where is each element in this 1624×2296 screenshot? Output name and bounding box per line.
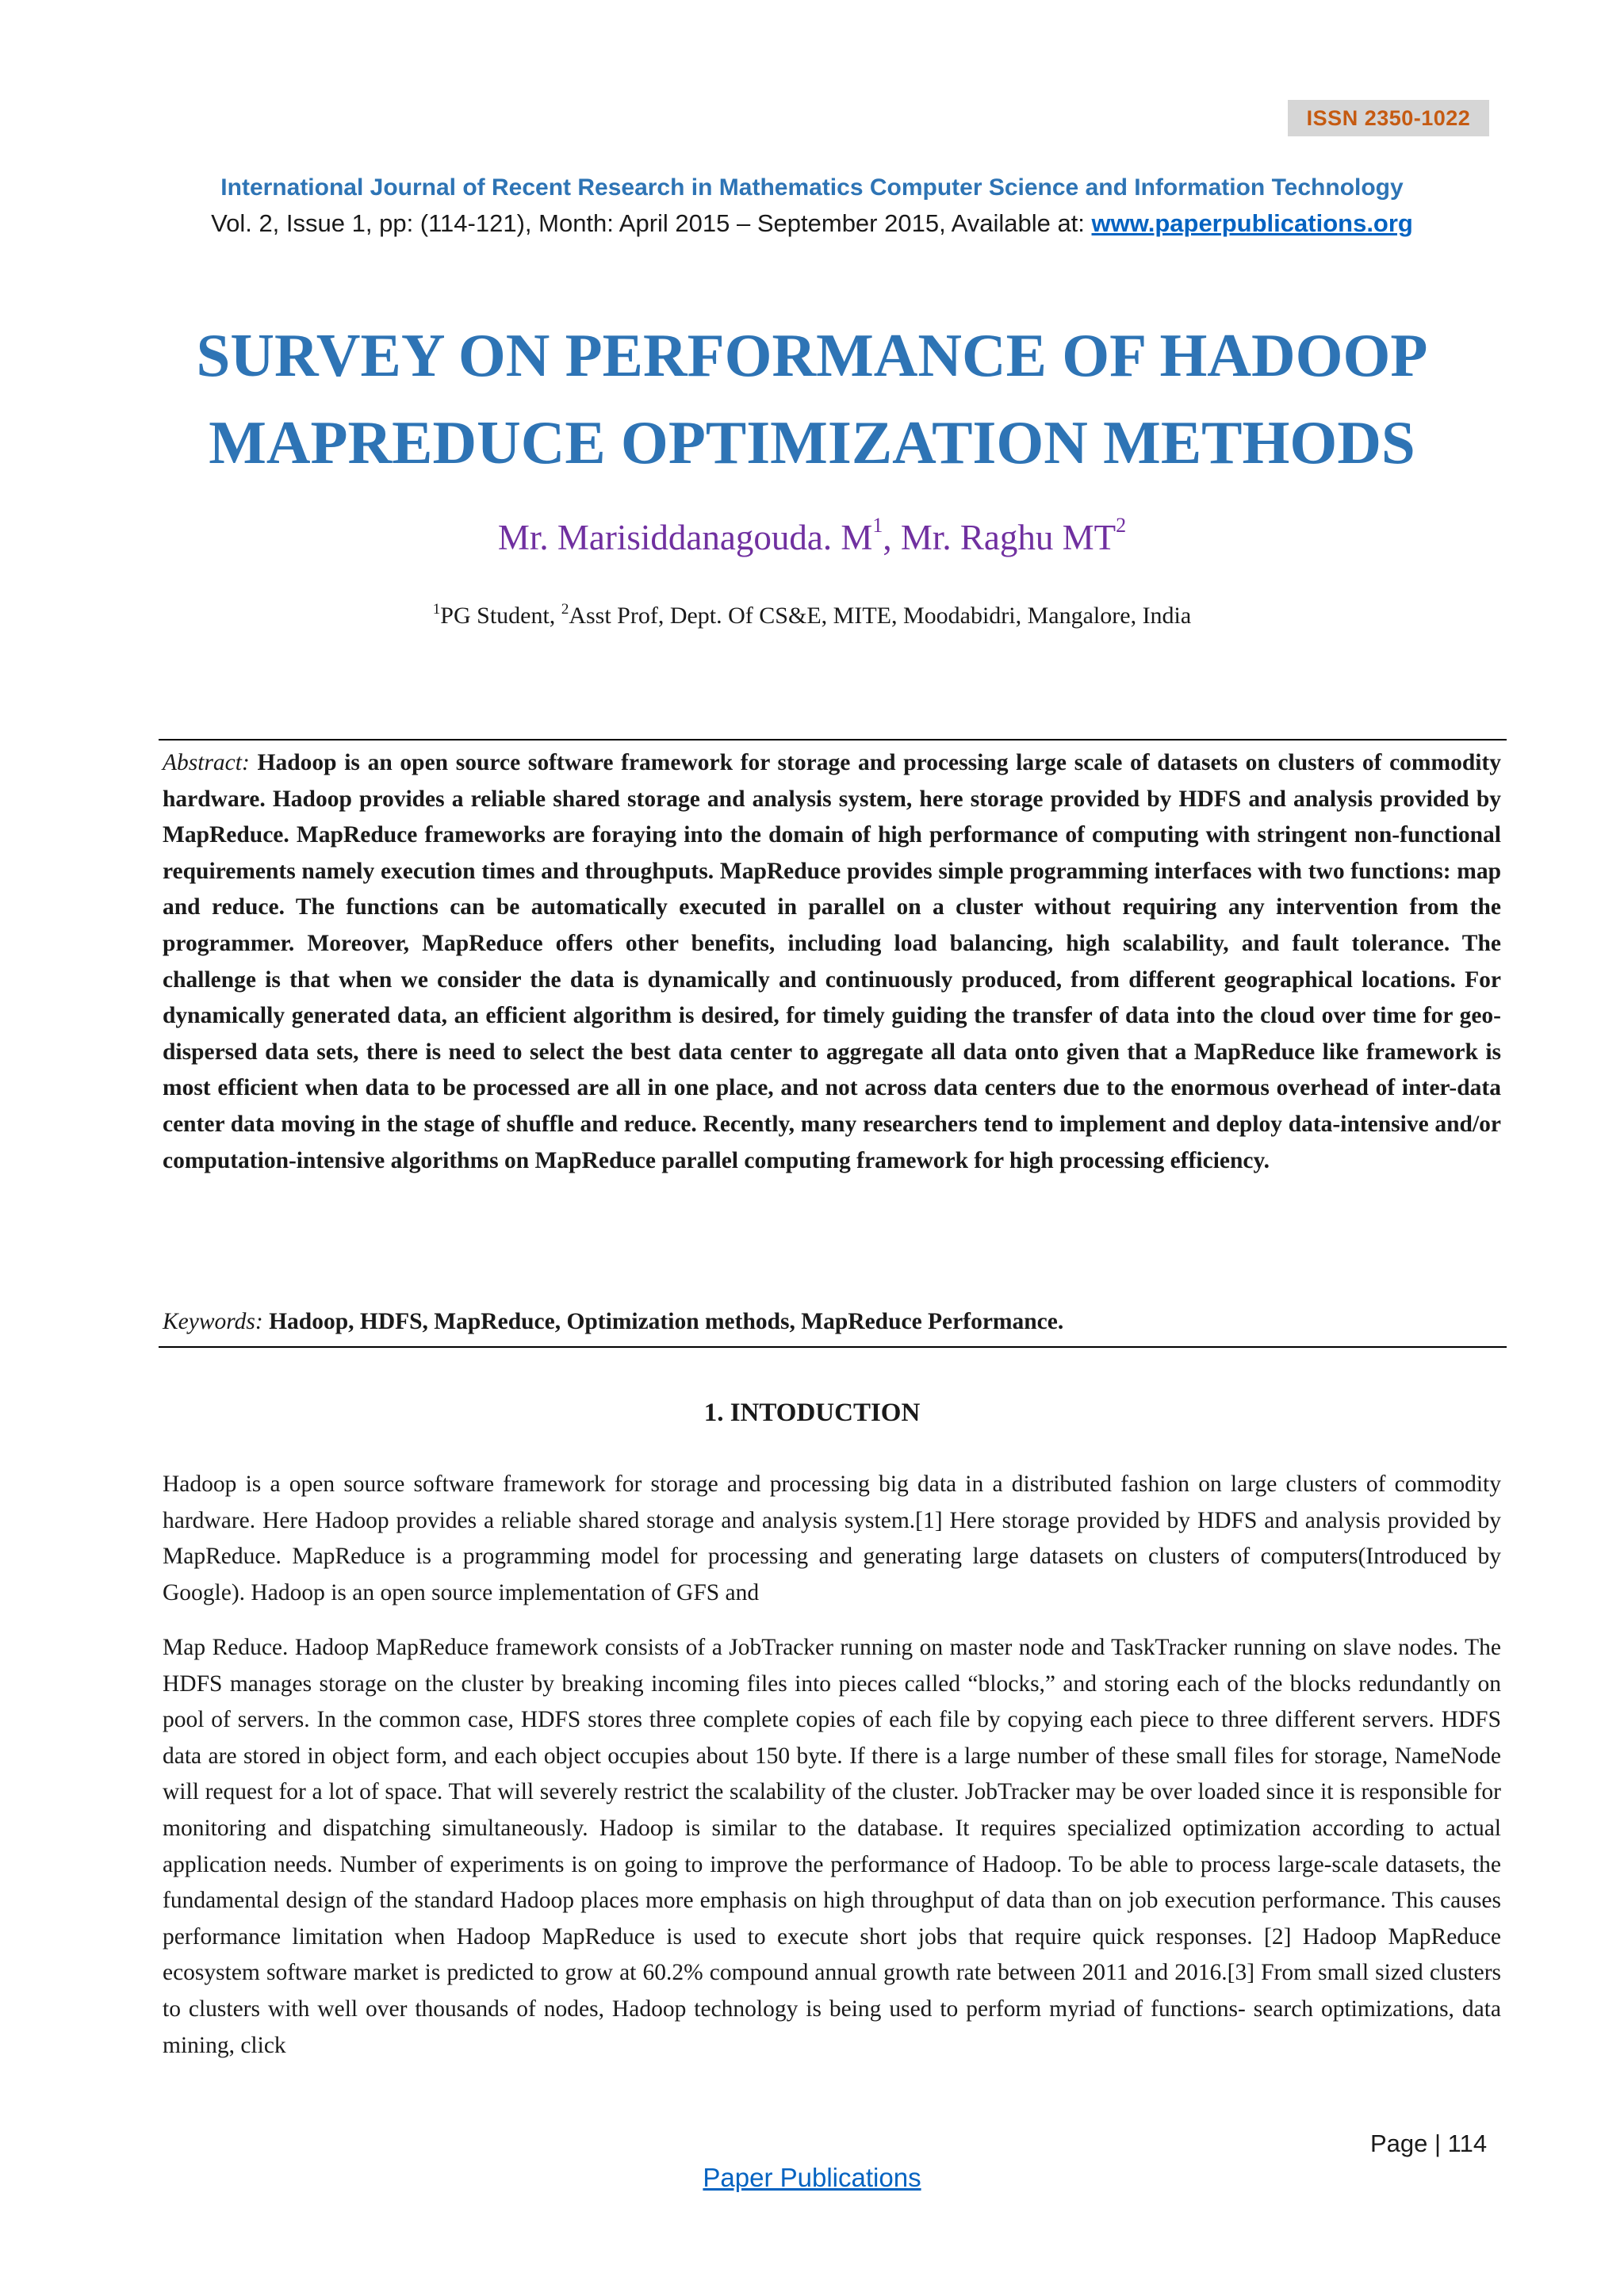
keywords-text: Hadoop, HDFS, MapReduce, Optimization methods, MapReduce Performance.: [269, 1309, 1064, 1334]
page-number: Page | 114: [1370, 2130, 1488, 2157]
abstract-label: Abstract:: [163, 750, 250, 775]
authors: [0, 514, 1624, 558]
title-line-2: MAPREDUCE OPTIMIZATION METHODS: [209, 408, 1415, 476]
publisher-link[interactable]: Paper Publications: [703, 2163, 921, 2192]
affiliation: [0, 603, 1624, 629]
abstract: [163, 745, 1501, 1179]
issn-badge: ISSN 2350-1022: [1288, 100, 1489, 136]
affiliation-superscript-2: 2: [561, 601, 569, 618]
keywords-label: Keywords:: [163, 1309, 263, 1334]
affiliation-rest: Asst Prof, Dept. Of CS&E, MITE, Moodabidri, Mangalore, India: [569, 603, 1192, 629]
journal-name: International Journal of Recent Research in Mathematics Computer Science and Information Technology: [220, 174, 1404, 201]
author-2: Mr. Raghu MT: [900, 518, 1116, 557]
volume-info: [0, 209, 1624, 238]
abstract-text: Hadoop is an open source software framework for storage and processing large scale of datasets on clusters of commodity hardware. Hadoop provides a reliable shared storage and analysis system, here storage provided by HDFS and analysis provided by MapReduce. MapReduce frameworks are foraying into the domain of high performance of computing with stringent non-functional requirements namely execution times and throughputs. MapReduce provides simple programming interfaces with two functions: map and reduce. The functions can be automatically executed in parallel on a cluster without requiring any intervention from the programmer. Moreover, MapReduce offers other benefits, including load balancing, high scalability, and fault tolerance. The challenge is that when we consider the data is dynamically and continuously produced, from different geographical locations. For dynamically generated data, an efficient algorithm is desired, for timely guiding the transfer of data into the cloud over time for geo-dispersed data sets, there is need to select the best data center to aggregate all data onto given that a MapReduce like framework is most efficient when data to be processed are all in one place, and not across data centers due to the enormous overhead of inter-data center data moving in the stage of shuffle and reduce. Recently, many researchers tend to implement and deploy data-intensive and/or computation-intensive algorithms on MapReduce parallel computing framework for high processing efficiency.: [163, 750, 1501, 1173]
author-1: Mr. Marisiddanagouda. M: [497, 518, 873, 557]
abstract-top-rule: [159, 739, 1507, 740]
section-heading: 1. INTODUCTION: [703, 1399, 921, 1427]
title-line-1: SURVEY ON PERFORMANCE OF HADOOP: [196, 321, 1428, 389]
paper-title: [79, 312, 1545, 486]
intro-paragraph-2: Map Reduce. Hadoop MapReduce framework consists of a JobTracker running on master node and TaskTracker running on slave nodes. The HDFS manages storage on the cluster by breaking incoming files into pieces called “blocks,” and storing each of the blocks redundantly on pool of servers. In the common case, HDFS stores three complete copies of each file by copying each piece to three different servers. HDFS data are stored in object form, and each object occupies about 150 byte. If there is a large number of these small files for storage, NameNode will request for a lot of space. That will severely restrict the scalability of the cluster. JobTracker may be over loaded since it is responsible for monitoring and dispatching simultaneously. Hadoop is similar to the database. It requires specialized optimization according to actual application needs. Number of experiments is on going to improve the performance of Hadoop. To be able to process large-scale datasets, the fundamental design of the standard Hadoop places more emphasis on high throughput of data than on job execution performance. This causes performance limitation when Hadoop MapReduce is used to execute short jobs that require quick responses. [2] Hadoop MapReduce ecosystem software market is predicted to grow at 60.2% compound annual growth rate between 2011 and 2016.[3] From small sized clusters to clusters with well over thousands of nodes, Hadoop technology is being used to perform myriad of functions- search optimizations, data mining, click: [163, 1635, 1501, 2058]
website-link[interactable]: www.paperpublications.org: [1091, 209, 1413, 237]
author-1-superscript: 1: [872, 514, 883, 537]
author-2-superscript: 2: [1116, 514, 1127, 537]
intro-paragraph-1: Hadoop is a open source software framework for storage and processing big data in a distributed fashion on large clusters of commodity hardware. Here Hadoop provides a reliable shared storage and analysis system.[1] Here storage provided by HDFS and analysis provided by MapReduce. MapReduce is a programming model for processing and generating large datasets on clusters of computers(Introduced by Google). Hadoop is an open source implementation of GFS and: [163, 1471, 1501, 1605]
author-separator: ,: [883, 518, 901, 557]
affiliation-superscript-1: 1: [432, 601, 441, 618]
affiliation-role-1: PG Student,: [440, 603, 561, 629]
volume-text: Vol. 2, Issue 1, pp: (114-121), Month: April 2015 – September 2015, Available at:: [211, 209, 1092, 237]
keywords: [163, 1304, 1501, 1339]
abstract-bottom-rule: [159, 1346, 1507, 1348]
